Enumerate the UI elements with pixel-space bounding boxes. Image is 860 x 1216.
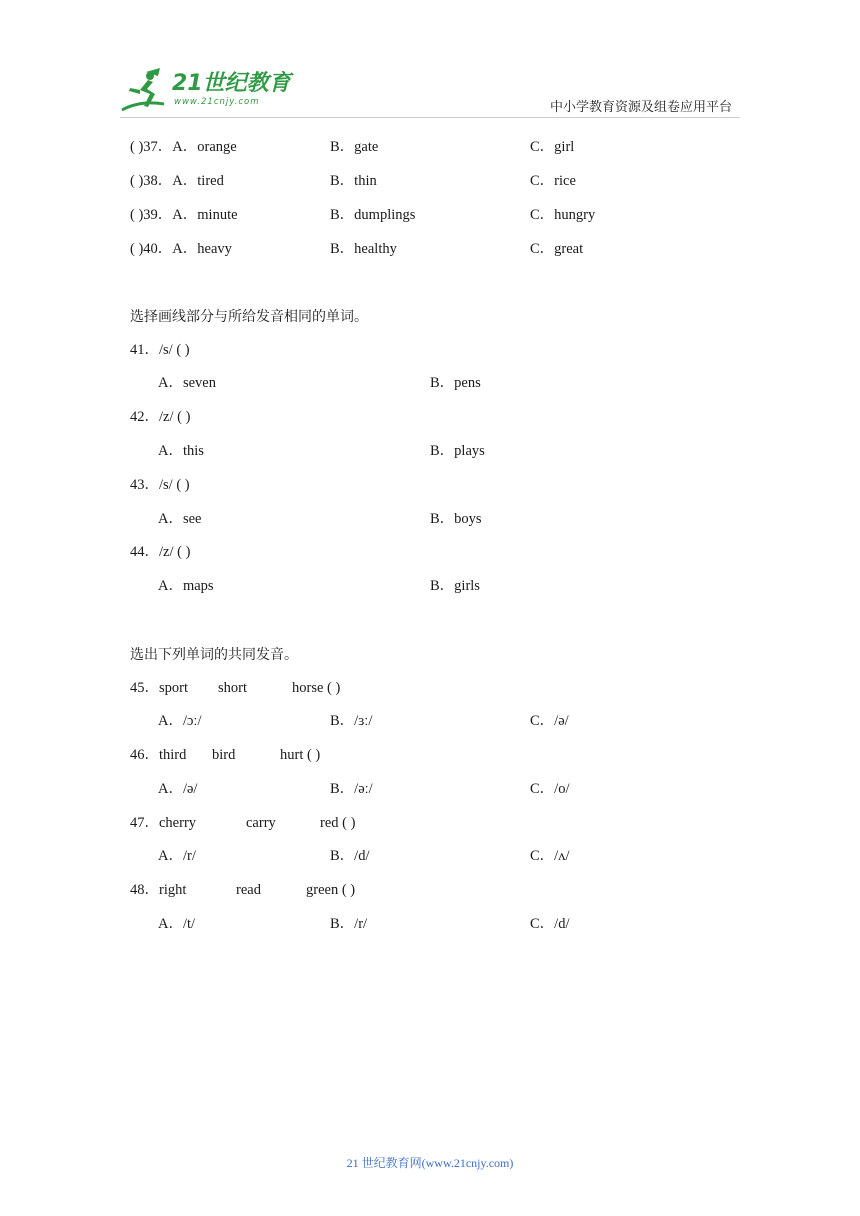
question-number: ( )40．A． bbox=[130, 241, 198, 257]
question-number: ( )37．A． bbox=[130, 139, 198, 155]
question-number: 45． bbox=[130, 680, 159, 696]
option-a: A．see bbox=[158, 511, 202, 527]
options-row bbox=[130, 913, 750, 935]
option-a: A．/ə/ bbox=[158, 781, 198, 797]
options-row bbox=[130, 845, 750, 867]
option-a: tired bbox=[197, 173, 224, 189]
question-row bbox=[130, 238, 750, 260]
logo-url: www.21cnjy.com bbox=[174, 97, 260, 107]
option-a: A．maps bbox=[158, 578, 214, 594]
word-1: third bbox=[159, 747, 187, 763]
question-stem: 41．/s/ ( ) bbox=[130, 342, 190, 358]
option-c: C．/o/ bbox=[530, 781, 570, 797]
option-b: B．girls bbox=[430, 578, 480, 594]
section-title: 选择画线部分与所给发音相同的单词。 bbox=[130, 309, 368, 325]
word-1: cherry bbox=[159, 815, 197, 831]
options-row bbox=[130, 440, 750, 462]
option-c: great bbox=[554, 241, 584, 257]
question-number: ( )39．A． bbox=[130, 207, 198, 223]
question-stem: 43．/s/ ( ) bbox=[130, 477, 190, 493]
question-number: ( )38．A． bbox=[130, 173, 198, 189]
question-number: 48． bbox=[130, 882, 159, 898]
word-1: right bbox=[159, 882, 187, 898]
word-3: red ( ) bbox=[320, 815, 356, 831]
option-b: B．/d/ bbox=[330, 848, 370, 864]
question-stem: 44．/z/ ( ) bbox=[130, 544, 191, 560]
option-c: rice bbox=[554, 173, 576, 189]
options-row bbox=[130, 508, 750, 530]
option-c-label: C． bbox=[530, 139, 555, 155]
option-a: orange bbox=[197, 139, 237, 155]
options-row bbox=[130, 372, 750, 394]
option-a: A．/t/ bbox=[158, 916, 196, 932]
word-3: green ( ) bbox=[306, 882, 356, 898]
option-b-label: B． bbox=[330, 241, 355, 257]
option-b: thin bbox=[354, 173, 377, 189]
option-a: heavy bbox=[197, 241, 232, 257]
section-title: 选出下列单词的共同发音。 bbox=[130, 647, 298, 663]
word-3: hurt ( ) bbox=[280, 747, 321, 763]
options-row bbox=[130, 778, 750, 800]
option-b-label: B． bbox=[330, 173, 355, 189]
word-2: carry bbox=[246, 815, 276, 831]
word-2: read bbox=[236, 882, 261, 898]
question-number: 47． bbox=[130, 815, 159, 831]
word-2: short bbox=[218, 680, 247, 696]
option-b-label: B． bbox=[330, 139, 355, 155]
page-header bbox=[0, 0, 860, 125]
option-a: A．this bbox=[158, 443, 204, 459]
question-row bbox=[130, 677, 750, 699]
runner-logo-icon bbox=[120, 66, 174, 114]
question-stem: 42．/z/ ( ) bbox=[130, 409, 191, 425]
logo bbox=[120, 66, 310, 116]
question-row bbox=[130, 170, 750, 192]
option-c-label: C． bbox=[530, 173, 555, 189]
question-row bbox=[130, 204, 750, 226]
question-row bbox=[130, 136, 750, 158]
option-b: B．plays bbox=[430, 443, 485, 459]
options-row bbox=[130, 710, 750, 732]
option-a: A．seven bbox=[158, 375, 216, 391]
option-b: dumplings bbox=[354, 207, 416, 223]
word-3: horse ( ) bbox=[292, 680, 341, 696]
question-row bbox=[130, 812, 750, 834]
logo-text: 21世纪教育 bbox=[172, 71, 291, 96]
option-b: healthy bbox=[354, 241, 397, 257]
option-c-label: C． bbox=[530, 207, 555, 223]
option-b: B．boys bbox=[430, 511, 482, 527]
option-a: minute bbox=[197, 207, 238, 223]
header-tagline: 中小学教育资源及组卷应用平台 bbox=[550, 100, 733, 115]
header-divider bbox=[120, 117, 740, 118]
option-c: girl bbox=[554, 139, 575, 155]
option-c: hungry bbox=[554, 207, 596, 223]
option-a: A．/ɔː/ bbox=[158, 713, 202, 729]
option-c: C．/ʌ/ bbox=[530, 848, 570, 864]
word-1: sport bbox=[159, 680, 188, 696]
option-c: C．/d/ bbox=[530, 916, 570, 932]
question-row bbox=[130, 879, 750, 901]
question-number: 46． bbox=[130, 747, 159, 763]
word-2: bird bbox=[212, 747, 236, 763]
question-row bbox=[130, 744, 750, 766]
option-b: gate bbox=[354, 139, 379, 155]
option-b: B．/ɜː/ bbox=[330, 713, 373, 729]
option-b-label: B． bbox=[330, 207, 355, 223]
option-c: C．/ə/ bbox=[530, 713, 569, 729]
option-b: B．/əː/ bbox=[330, 781, 373, 797]
option-a: A．/r/ bbox=[158, 848, 196, 864]
option-c-label: C． bbox=[530, 241, 555, 257]
option-b: B．/r/ bbox=[330, 916, 368, 932]
options-row bbox=[130, 575, 750, 597]
option-b: B．pens bbox=[430, 375, 481, 391]
page-footer[interactable]: 21 世纪教育网(www.21cnjy.com) bbox=[346, 1156, 514, 1170]
